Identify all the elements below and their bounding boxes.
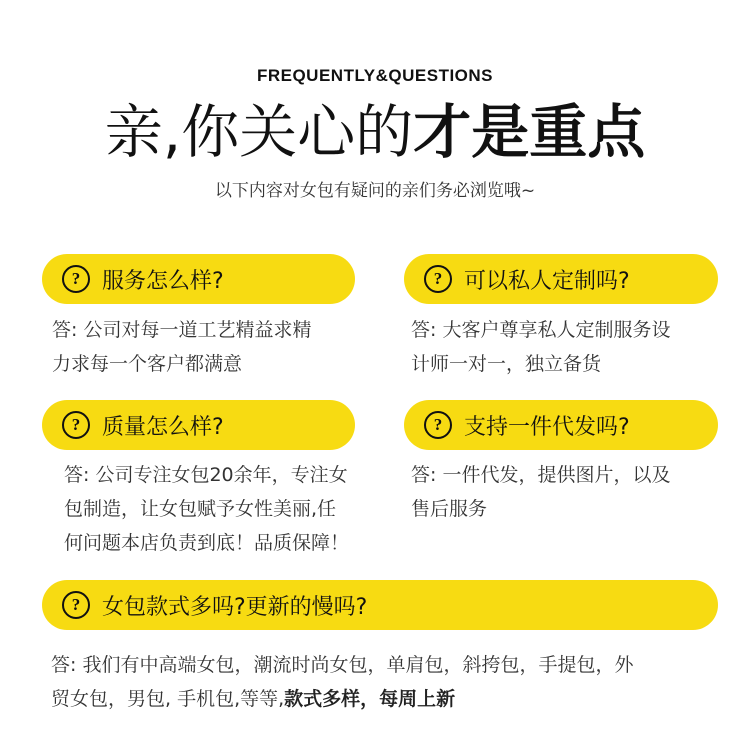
faq-question-label: 服务怎么样? <box>102 268 224 294</box>
question-mark-icon: ? <box>424 265 452 293</box>
faq-question-styles <box>42 580 718 630</box>
answer-highlight-text: 款式多样，每周上新 <box>284 688 456 710</box>
faq-question-quality <box>42 400 355 450</box>
question-mark-icon: ? <box>62 591 90 619</box>
answer-line: 答: 我们有中高端女包，潮流时尚女包，单肩包，斜挎包，手提包，外 <box>51 654 634 676</box>
answer-line: 何问题本店负责到底！品质保障！ <box>64 532 350 554</box>
answer-plain-text: 贸女包，男包, 手机包,等等, <box>51 688 285 710</box>
faq-answer-styles <box>51 648 731 716</box>
answer-line: 计师一对一，独立备货 <box>411 353 602 375</box>
faq-answer-service <box>52 313 311 381</box>
answer-line: 答: 大客户尊享私人定制服务设 <box>411 319 671 341</box>
faq-question-service <box>42 254 355 304</box>
answer-line: 力求每一个客户都满意 <box>52 353 243 375</box>
answer-line: 答: 一件代发，提供图片，以及 <box>411 464 671 486</box>
headline-bold: 才是重点 <box>413 98 646 166</box>
faq-answer-custom <box>411 313 670 381</box>
faq-question-label: 可以私人定制吗? <box>464 268 630 294</box>
faq-answer-dropship <box>411 458 670 526</box>
faq-question-dropship <box>404 400 718 450</box>
faq-question-label: 支持一件代发吗? <box>464 414 630 440</box>
question-mark-icon: ? <box>62 411 90 439</box>
answer-line: 售后服务 <box>411 498 488 520</box>
faq-answer-quality <box>64 458 349 560</box>
faq-question-label: 女包款式多吗?更新的慢吗? <box>102 594 368 620</box>
faq-question-label: 质量怎么样? <box>102 414 224 440</box>
answer-line <box>51 682 731 716</box>
question-mark-icon: ? <box>424 411 452 439</box>
question-mark-icon: ? <box>62 265 90 293</box>
headline-light: 亲,你关心的 <box>104 98 414 166</box>
answer-line: 答: 公司对每一道工艺精益求精 <box>52 319 312 341</box>
answer-line: 答: 公司专注女包20余年，专注女 <box>64 464 348 486</box>
answer-line: 包制造，让女包赋予女性美丽,任 <box>64 498 337 520</box>
page-subtitle: 以下内容对女包有疑问的亲们务必浏览哦~ <box>214 181 536 201</box>
page-headline <box>0 96 750 168</box>
faq-question-custom <box>404 254 718 304</box>
eyebrow-title: FREQUENTLY&QUESTIONS <box>256 66 494 85</box>
